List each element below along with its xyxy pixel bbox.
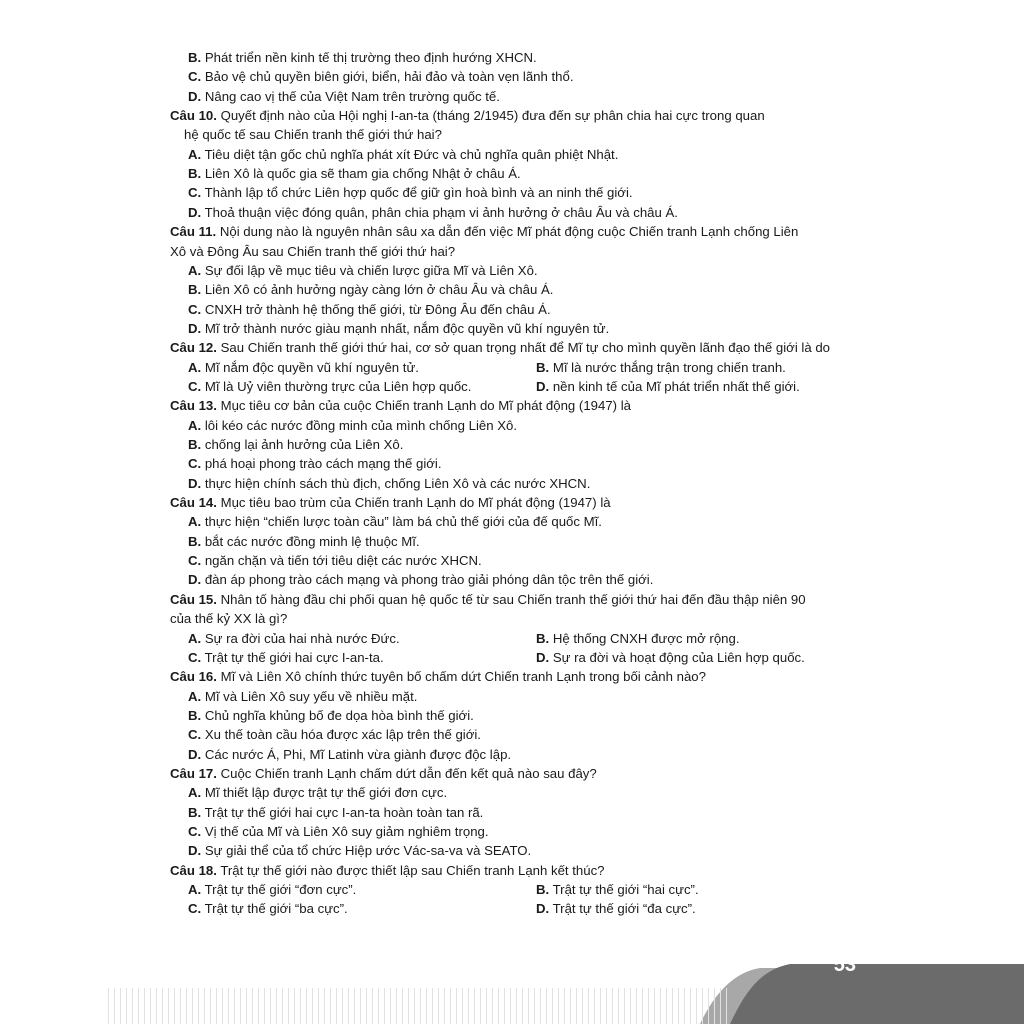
item-label: B. — [188, 707, 202, 723]
item-text: bắt các nước đồng minh lệ thuộc Mĩ. — [201, 533, 420, 549]
footer-tick — [588, 988, 589, 1024]
item-label: C. — [188, 824, 202, 839]
answer-option — [188, 416, 517, 435]
footer-tick — [162, 988, 163, 1024]
item-text: Bảo vệ chủ quyền biên giới, biển, hải đảo và toàn vẹn lãnh thổ. — [201, 69, 574, 85]
answer-option — [188, 841, 531, 860]
item-text: Xô và Đông Âu sau Chiến tranh thế giới thứ hai? — [170, 243, 456, 259]
item-text: CNXH trở thành hệ thống thế giới, từ Đông Âu đến châu Á. — [201, 301, 551, 317]
footer-tick — [624, 988, 625, 1024]
answer-option — [188, 377, 471, 396]
footer-tick — [210, 988, 211, 1024]
answer-option — [188, 648, 384, 667]
item-label: Câu 18. — [170, 862, 217, 878]
item-text: Cuộc Chiến tranh Lạnh chấm dứt dẫn đến kết quả nào sau đây? — [216, 765, 597, 781]
item-text: chống lại ảnh hưởng của Liên Xô. — [201, 437, 404, 452]
footer-tick — [582, 988, 583, 1024]
item-text: Sự ra đời và hoạt động của Liên hợp quốc. — [549, 649, 805, 665]
item-text: Mĩ là Uỷ viên thường trực của Liên hợp quốc. — [201, 378, 472, 394]
item-text: Sự đối lập về mục tiêu và chiến lược giữa Mĩ và Liên Xô. — [201, 262, 538, 278]
answer-option — [188, 687, 417, 706]
item-text: thực hiện chính sách thù địch, chống Liên Xô và các nước XHCN. — [201, 475, 591, 491]
item-label: C. — [188, 378, 202, 394]
answer-option — [536, 648, 805, 667]
item-text: Thoả thuận việc đóng quân, phân chia phạm vi ảnh hưởng ở châu Âu và châu Á. — [201, 204, 678, 220]
footer-tick — [192, 988, 193, 1024]
footer-tick — [558, 988, 559, 1024]
footer-tick — [426, 988, 427, 1024]
answer-option — [188, 474, 590, 493]
answer-option — [188, 164, 521, 183]
item-label: A. — [188, 262, 202, 278]
footer-tick — [642, 988, 643, 1024]
answer-option — [188, 435, 403, 454]
footer-tick — [420, 988, 421, 1024]
answer-option — [188, 280, 553, 299]
footer-tick — [306, 988, 307, 1024]
question-line — [170, 106, 765, 125]
answer-option — [188, 203, 678, 222]
item-label: C. — [188, 553, 202, 569]
answer-option — [188, 48, 537, 67]
footer-tick — [672, 988, 673, 1024]
item-text: Trật tự thế giới “đa cực”. — [549, 901, 696, 917]
answer-option — [188, 183, 633, 202]
item-label: Câu 14. — [170, 495, 217, 511]
question-line — [170, 764, 597, 783]
question-line — [170, 609, 287, 628]
item-text: Mĩ thiết lập được trật tự thế giới đơn cực. — [201, 785, 448, 801]
item-text: thực hiện “chiến lược toàn cầu” làm bá chủ thế giới của đế quốc Mĩ. — [201, 514, 602, 530]
footer-tick — [282, 988, 283, 1024]
item-label: D. — [536, 649, 550, 665]
footer-tick — [486, 988, 487, 1024]
answer-option — [536, 629, 740, 648]
footer-tick — [288, 988, 289, 1024]
item-text: hệ quốc tế sau Chiến tranh thế giới thứ hai? — [184, 127, 442, 143]
footer-tick — [444, 988, 445, 1024]
item-label: B. — [188, 533, 202, 549]
footer-tick — [138, 988, 139, 1024]
item-text: Sau Chiến tranh thế giới thứ hai, cơ sở quan trọng nhất để Mĩ tự cho mình quyền lãnh đạo thế giới là do — [216, 340, 831, 356]
footer-tick — [324, 988, 325, 1024]
footer-tick — [552, 988, 553, 1024]
item-label: B. — [188, 437, 202, 452]
footer-tick — [318, 988, 319, 1024]
item-text: Trật tự thế giới hai cực I-an-ta hoàn toàn tan rã. — [201, 804, 484, 820]
item-label: D. — [188, 88, 202, 104]
answer-option — [536, 899, 696, 918]
item-text: Vị thế của Mĩ và Liên Xô suy giảm nghiêm trọng. — [201, 824, 489, 839]
footer-tick — [252, 988, 253, 1024]
footer-tick — [522, 988, 523, 1024]
item-label: C. — [188, 649, 202, 665]
answer-option — [188, 745, 511, 764]
item-text: Mục tiêu cơ bản của cuộc Chiến tranh Lạnh do Mĩ phát động (1947) là — [216, 398, 631, 414]
footer-tick — [384, 988, 385, 1024]
item-text: Tiêu diệt tận gốc chủ nghĩa phát xít Đức và chủ nghĩa quân phiệt Nhật. — [201, 146, 619, 162]
item-label: Câu 10. — [170, 108, 217, 124]
answer-option — [188, 629, 400, 648]
item-text: Liên Xô là quốc gia sẽ tham gia chống Nhật ở châu Á. — [201, 166, 521, 182]
item-text: Mĩ nắm độc quyền vũ khí nguyên tử. — [201, 359, 419, 375]
item-label: Câu 12. — [170, 340, 217, 356]
answer-option — [188, 803, 483, 822]
footer-tick — [240, 988, 241, 1024]
page-number: 53 — [833, 954, 856, 976]
footer-tick — [360, 988, 361, 1024]
item-text: ngăn chặn và tiến tới tiêu diệt các nước XHCN. — [201, 553, 482, 569]
item-label: B. — [188, 50, 202, 65]
footer-tick — [468, 988, 469, 1024]
item-label: A. — [188, 785, 202, 801]
answer-option — [188, 319, 609, 338]
answer-option — [188, 358, 419, 377]
footer-tick — [516, 988, 517, 1024]
item-label: C. — [188, 456, 202, 472]
item-label: A. — [188, 359, 202, 375]
footer-tick — [636, 988, 637, 1024]
footer-tick — [492, 988, 493, 1024]
footer-tick — [480, 988, 481, 1024]
footer-tick — [546, 988, 547, 1024]
item-text: Các nước Á, Phi, Mĩ Latinh vừa giành được độc lập. — [201, 746, 512, 762]
footer-tick — [576, 988, 577, 1024]
footer-tick — [612, 988, 613, 1024]
answer-option — [536, 358, 786, 377]
footer-tick — [726, 988, 727, 1024]
item-label: A. — [188, 688, 202, 704]
item-label: A. — [188, 417, 202, 433]
item-label: Câu 16. — [170, 669, 217, 685]
footer-tick — [312, 988, 313, 1024]
item-label: B. — [188, 282, 202, 298]
item-label: B. — [536, 359, 550, 375]
footer-tick — [396, 988, 397, 1024]
answer-option — [188, 454, 442, 473]
item-text: Trật tự thế giới “ba cực”. — [201, 901, 348, 917]
footer-tick — [120, 988, 121, 1024]
item-text: Chủ nghĩa khủng bố đe dọa hòa bình thế giới. — [201, 707, 474, 723]
item-label: Câu 15. — [170, 591, 217, 607]
item-text: phá hoại phong trào cách mạng thế giới. — [201, 456, 442, 472]
footer-tick — [186, 988, 187, 1024]
footer-tick — [666, 988, 667, 1024]
footer-tick — [690, 988, 691, 1024]
answer-option — [188, 512, 602, 531]
footer-tick — [222, 988, 223, 1024]
question-line — [184, 125, 442, 144]
footer-tick — [684, 988, 685, 1024]
footer-tick — [342, 988, 343, 1024]
answer-option — [188, 261, 538, 280]
answer-option — [188, 532, 420, 551]
answer-option — [188, 67, 574, 86]
footer-tick — [204, 988, 205, 1024]
question-line — [170, 861, 605, 880]
footer-tick — [510, 988, 511, 1024]
footer-tick — [132, 988, 133, 1024]
footer-tick — [540, 988, 541, 1024]
item-label: C. — [188, 185, 202, 201]
item-label: A. — [188, 630, 202, 646]
footer-tick — [126, 988, 127, 1024]
footer-tick — [108, 988, 109, 1024]
answer-option — [188, 706, 474, 725]
footer-tick — [348, 988, 349, 1024]
footer-tick-lines — [108, 988, 728, 1024]
answer-option — [188, 570, 653, 589]
question-line — [170, 667, 706, 686]
item-text: Nâng cao vị thế của Việt Nam trên trường quốc tế. — [201, 88, 500, 104]
item-label: A. — [188, 146, 202, 162]
question-line — [170, 338, 830, 357]
item-label: B. — [188, 166, 202, 182]
item-label: D. — [188, 572, 202, 588]
footer-tick — [294, 988, 295, 1024]
footer-tick — [402, 988, 403, 1024]
question-line — [170, 493, 611, 512]
footer-tick — [270, 988, 271, 1024]
footer-tick — [264, 988, 265, 1024]
item-text: Trật tự thế giới “hai cực”. — [549, 882, 699, 898]
item-text: Liên Xô có ảnh hưởng ngày càng lớn ở châu Âu và châu Á. — [201, 282, 554, 298]
footer-tick — [462, 988, 463, 1024]
answer-option — [188, 783, 447, 802]
footer-tick — [198, 988, 199, 1024]
footer-tick — [720, 988, 721, 1024]
footer-tick — [618, 988, 619, 1024]
footer-tick — [144, 988, 145, 1024]
footer-tick — [534, 988, 535, 1024]
footer-tick — [156, 988, 157, 1024]
footer-tick — [354, 988, 355, 1024]
item-label: C. — [188, 69, 202, 85]
item-text: Nội dung nào là nguyên nhân sâu xa dẫn đến việc Mĩ phát động cuộc Chiến tranh Lạnh chống Liên — [216, 224, 799, 240]
footer-tick — [366, 988, 367, 1024]
item-text: Phát triển nền kinh tế thị trường theo định hướng XHCN. — [201, 50, 537, 65]
answer-option — [536, 880, 699, 899]
footer-tick — [330, 988, 331, 1024]
answer-option — [188, 899, 348, 918]
footer-tick — [246, 988, 247, 1024]
item-text: Mục tiêu bao trùm của Chiến tranh Lạnh do Mĩ phát động (1947) là — [216, 495, 611, 511]
item-label: A. — [188, 514, 202, 530]
footer-tick — [654, 988, 655, 1024]
item-text: Xu thế toàn cầu hóa được xác lập trên thế giới. — [201, 727, 481, 743]
item-text: Nhân tố hàng đầu chi phối quan hệ quốc tế từ sau Chiến tranh thế giới thứ hai đến đầu thập niên 90 — [216, 591, 806, 607]
footer-tick — [372, 988, 373, 1024]
footer-tick — [702, 988, 703, 1024]
footer-tick — [414, 988, 415, 1024]
footer-tick — [336, 988, 337, 1024]
item-label: D. — [188, 475, 202, 491]
footer-tick — [594, 988, 595, 1024]
footer-tick — [564, 988, 565, 1024]
item-label: Câu 13. — [170, 398, 217, 414]
footer-tick — [168, 988, 169, 1024]
footer-tick — [528, 988, 529, 1024]
footer-tick — [180, 988, 181, 1024]
item-label: D. — [536, 901, 550, 917]
item-label: C. — [188, 301, 202, 317]
item-label: D. — [188, 746, 202, 762]
footer-tick — [708, 988, 709, 1024]
item-text: đàn áp phong trào cách mạng và phong trào giải phóng dân tộc trên thế giới. — [201, 572, 654, 588]
footer-tick — [630, 988, 631, 1024]
item-text: Mĩ và Liên Xô suy yếu về nhiều mặt. — [201, 688, 418, 704]
footer-tick — [504, 988, 505, 1024]
answer-option — [188, 880, 356, 899]
footer-tick — [378, 988, 379, 1024]
item-text: của thế kỷ XX là gì? — [170, 611, 288, 627]
footer-tick — [606, 988, 607, 1024]
footer-tick — [234, 988, 235, 1024]
item-text: nền kinh tế của Mĩ phát triển nhất thế giới. — [549, 378, 800, 394]
item-text: Quyết định nào của Hội nghị I-an-ta (tháng 2/1945) đưa đến sự phân chia hai cực trong quan — [216, 108, 765, 124]
footer-tick — [660, 988, 661, 1024]
question-line — [170, 396, 631, 415]
footer-tick — [696, 988, 697, 1024]
footer-tick — [600, 988, 601, 1024]
item-label: Câu 17. — [170, 765, 217, 781]
item-text: Trật tự thế giới nào được thiết lập sau Chiến tranh Lạnh kết thúc? — [216, 862, 605, 878]
footer-tick — [714, 988, 715, 1024]
footer-tick — [498, 988, 499, 1024]
item-label: D. — [188, 320, 202, 336]
footer-tick — [258, 988, 259, 1024]
answer-option — [188, 87, 500, 106]
footer-tick — [648, 988, 649, 1024]
question-line — [170, 242, 455, 261]
item-text: Mĩ trở thành nước giàu mạnh nhất, nắm độc quyền vũ khí nguyên tử. — [201, 320, 610, 336]
footer-tick — [150, 988, 151, 1024]
answer-option — [188, 145, 618, 164]
footer-tick — [228, 988, 229, 1024]
footer-tick — [216, 988, 217, 1024]
item-text: Mĩ là nước thắng trận trong chiến tranh. — [549, 359, 786, 375]
footer-wave-dark — [730, 964, 1024, 1024]
footer-tick — [432, 988, 433, 1024]
item-label: D. — [536, 378, 550, 394]
item-label: D. — [188, 843, 202, 859]
item-text: lôi kéo các nước đồng minh của mình chống Liên Xô. — [201, 417, 518, 433]
question-line — [170, 590, 806, 609]
footer-tick — [474, 988, 475, 1024]
item-label: C. — [188, 727, 202, 743]
footer-tick — [174, 988, 175, 1024]
footer-tick — [390, 988, 391, 1024]
item-text: Trật tự thế giới hai cực I-an-ta. — [201, 649, 384, 665]
footer-tick — [450, 988, 451, 1024]
footer-tick — [456, 988, 457, 1024]
item-text: Mĩ và Liên Xô chính thức tuyên bố chấm dứt Chiến tranh Lạnh trong bối cảnh nào? — [216, 669, 706, 685]
answer-option — [188, 725, 481, 744]
footer-tick — [678, 988, 679, 1024]
item-label: C. — [188, 901, 202, 917]
item-label: Câu 11. — [170, 224, 217, 240]
answer-option — [536, 377, 800, 396]
item-label: D. — [188, 204, 202, 220]
footer-tick — [438, 988, 439, 1024]
item-text: Hệ thống CNXH được mở rộng. — [549, 630, 740, 646]
item-text: Sự giải thể của tổ chức Hiệp ước Vác-sa-va và SEATO. — [201, 843, 532, 859]
item-text: Trật tự thế giới “đơn cực”. — [201, 882, 357, 898]
footer-tick — [114, 988, 115, 1024]
question-line — [170, 222, 798, 241]
answer-option — [188, 551, 482, 570]
footer-tick — [570, 988, 571, 1024]
answer-option — [188, 300, 551, 319]
item-label: A. — [188, 882, 202, 898]
item-label: B. — [536, 882, 550, 898]
item-text: Sự ra đời của hai nhà nước Đức. — [201, 630, 400, 646]
footer-tick — [300, 988, 301, 1024]
footer-tick — [276, 988, 277, 1024]
item-label: B. — [188, 804, 202, 820]
item-label: B. — [536, 630, 550, 646]
item-text: Thành lập tổ chức Liên hợp quốc để giữ gìn hoà bình và an ninh thế giới. — [201, 185, 633, 201]
answer-option — [188, 822, 489, 841]
footer-tick — [408, 988, 409, 1024]
